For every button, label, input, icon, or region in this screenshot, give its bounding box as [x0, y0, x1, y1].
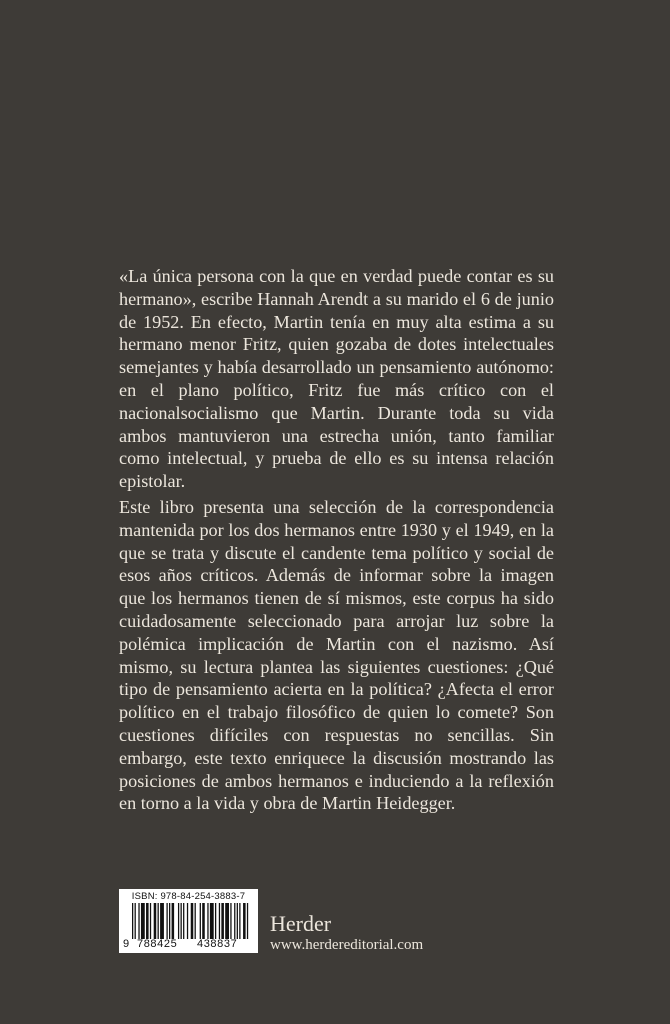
publisher-website[interactable]: www.herdereditorial.com [270, 937, 424, 953]
ean-lead-digit: 9 [123, 938, 130, 950]
ean-digits [121, 938, 256, 951]
isbn-barcode [119, 889, 258, 953]
publisher-name: Herder [270, 911, 332, 936]
ean-right-group: 438837 [197, 938, 238, 950]
ean-left-group: 788425 [137, 938, 178, 950]
blurb-paragraph-2: Este libro presenta una selección de la correspondencia mantenida por los dos hermanos entre 1930 y el 1949, en la que se trata y discute el candente tema político y social de esos años críticos. Además de informar sobre la imagen que los hermanos tienen de sí mismos, este corpus ha sido cuidadosamente seleccionado para arrojar luz sobre la polémica implicación de Martin con el nazismo. Así mismo, su lectura plantea las siguientes cuestiones: ¿Qué tipo de pensamiento acierta en la política? ¿Afecta el error político en el trabajo filosófico de quien lo comete? Son cuestiones difíciles con respuestas no sencillas. Sin embargo, este texto enriquece la discusión mostrando las posiciones de ambos hermanos e induciendo a la reflexión en torno a la vida y obra de Martin Heidegger. [119, 497, 554, 814]
blurb-paragraph-1: «La única persona con la que en verdad puede contar es su hermano», escribe Hannah Arendt a su marido el 6 de junio de 1952. En efecto, Martin tenía en muy alta estima a su hermano menor Fritz, quien gozaba de dotes intelectuales semejantes y había desarrollado un pensamiento autónomo: en el plano político, Fritz fue más crítico con el nacionalsocialismo que Martin. Durante toda su vida ambos mantuvieron una estrecha unión, tanto familiar como intelectual, y prueba de ello es su intensa relación epistolar. [119, 266, 554, 492]
isbn-label: ISBN: 978-84-254-3883-7 [131, 891, 246, 902]
barcode-bars [132, 903, 252, 939]
